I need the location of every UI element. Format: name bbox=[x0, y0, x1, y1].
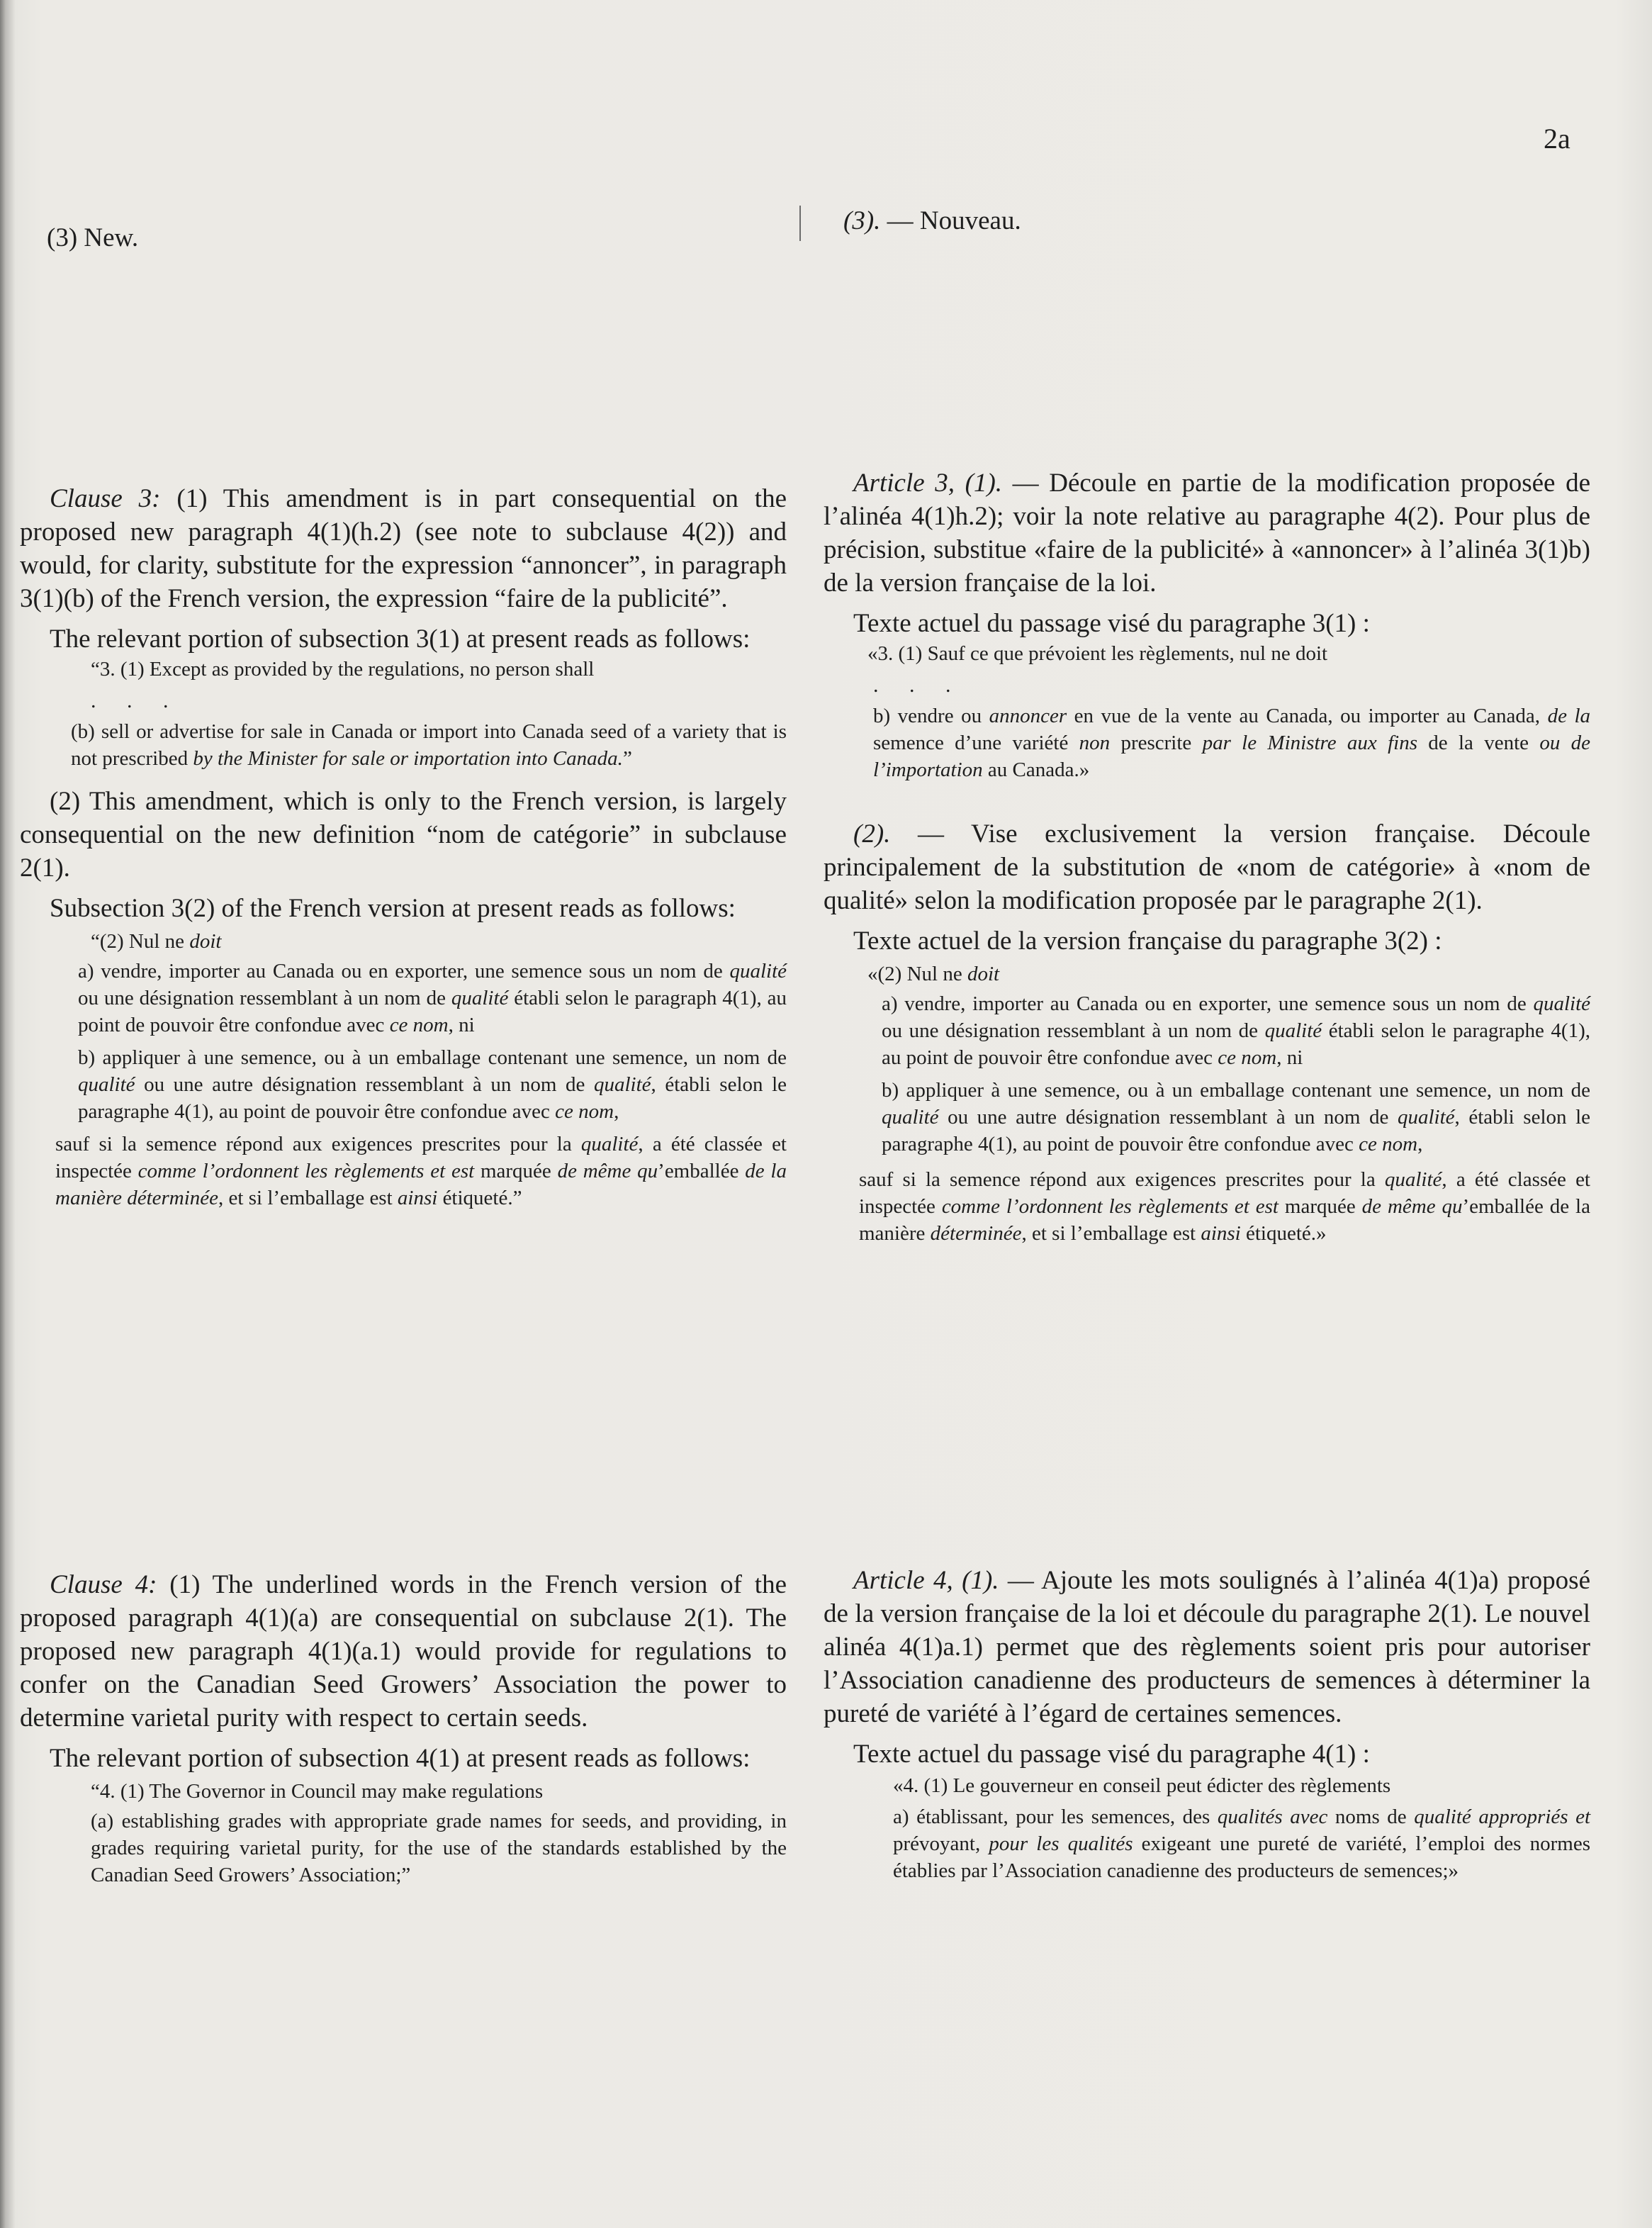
art3-para1: Article 3, (1). — Découle en partie de la modification proposée de l’alinéa 4(1)h.2); voir la note relative au paragraphe 4(2). Pour plus de précision, substitue «faire de la publicité» à «annoncer» à l’alinéa 3(1)b) de la version française de la loi. bbox=[824, 469, 1591, 598]
clause4-para2: The relevant portion of subsection 4(1) at present reads as follows: bbox=[50, 1744, 751, 1773]
clause3-quote-tail: sauf si la semence répond aux exigences prescrites pour la qualité, a été classée et inspectée comme l’ordonnent les règlements et est marquée de même qu’emballée de la manière déterminée, et si l’emballage est ainsi étiqueté.” bbox=[55, 1133, 787, 1209]
left-clause3-block bbox=[20, 482, 787, 1211]
right-art3-block bbox=[824, 466, 1590, 1247]
art3-para2: Texte actuel du passage visé du paragraphe 3(1) : bbox=[853, 609, 1370, 638]
clause3-para2: The relevant portion of subsection 3(1) at present reads as follows: bbox=[50, 625, 751, 654]
art3-quote-bb: b) appliquer à une semence, ou à un emballage contenant une semence, un nom de qualité ou une autre désignation ressemblant à un nom de qualité, établi selon le paragraphe 4(1), au point de pouvoir être confondue avec ce nom, bbox=[882, 1079, 1590, 1155]
clause3-quote-a: a) vendre, importer au Canada ou en exporter, une semence sous un nom de qualité ou une désignation ressemblant à un nom de qualité établi selon le paragraph 4(1), au point de pouvoir être confondue avec ce nom, ni bbox=[78, 960, 787, 1036]
column-divider bbox=[799, 206, 801, 241]
clause3-para3: (2) This amendment, which is only to the French version, is largely consequential on the new definition “nom de catégorie” in subclause 2(1). bbox=[20, 787, 787, 883]
left-clause4-block bbox=[20, 1568, 787, 1888]
art3-quote-b: b) vendre ou annoncer en vue de la vente au Canada, ou importer au Canada, de la semence d’une variété non prescrite par le Ministre aux fins de la vente ou de l’importation au Canada.» bbox=[873, 705, 1590, 781]
clause3-para1: Clause 3: (1) This amendment is in part consequential on the proposed new paragraph 4(1)(h.2) (see note to subclause 4(2)) and would, for clarity, substitute for the expression “annoncer”, in paragraph 3(1)(b) of the French version, the expression “faire de la publicité”. bbox=[20, 484, 787, 613]
art3-quote-a: a) vendre, importer au Canada ou en exporter, une semence sous un nom de qualité ou une désignation ressemblant à un nom de qualité établi selon le paragraphe 4(1), au point de pouvoir être confondue avec ce nom, ni bbox=[882, 992, 1590, 1069]
art3-quote3: «(2) Nul ne doit bbox=[867, 963, 1000, 985]
clause3-para4: Subsection 3(2) of the French version at present reads as follows: bbox=[50, 894, 736, 923]
clause3-quote1: “3. (1) Except as provided by the regulations, no person shall bbox=[91, 658, 595, 681]
left-new-note-block bbox=[20, 221, 787, 254]
art3-dots: . . . bbox=[873, 673, 964, 697]
art3-para3: (2). — Vise exclusivement la version française. Découle principalement de la substitution de «nom de catégorie» à «nom de qualité» selon la modification proposée par le paragraphe 2(1). bbox=[824, 819, 1590, 915]
right-new-note: (3). — Nouveau. bbox=[843, 206, 1021, 235]
left-new-note: (3) New. bbox=[47, 223, 139, 252]
art3-para4: Texte actuel de la version française du paragraphe 3(2) : bbox=[853, 927, 1442, 956]
right-art4-block bbox=[824, 1564, 1590, 1884]
art4-label: Article 4, (1). bbox=[853, 1566, 999, 1595]
clause3-quote2: (b) sell or advertise for sale in Canada or import into Canada seed of a variety that is not prescribed by the Minister for sale or importation into Canada.” bbox=[71, 720, 787, 770]
art3-quote1: «3. (1) Sauf ce que prévoient les règlements, nul ne doit bbox=[867, 642, 1328, 665]
clause4-label: Clause 4: bbox=[50, 1570, 157, 1599]
art3-label: Article 3, (1). bbox=[853, 469, 1003, 498]
clause4-para1: Clause 4: (1) The underlined words in the French version of the proposed paragraph 4(1)(a) are consequential on subclause 2(1). The proposed new paragraph 4(1)(a.1) would provide for regulations to confer on the Canadian Seed Growers’ Association the power to determine varietal purity with respect to certain seeds. bbox=[20, 1570, 787, 1732]
art3-quote-tail: sauf si la semence répond aux exigences prescrites pour la qualité, a été classée et inspectée comme l’ordonnent les règlements et est marquée de même qu’emballée de la manière déterminée, et si l’emballage est ainsi étiqueté.» bbox=[859, 1168, 1590, 1245]
art4-quote1: «4. (1) Le gouverneur en conseil peut édicter des règlements bbox=[893, 1774, 1391, 1797]
clause3-quote-b: b) appliquer à une semence, ou à un emballage contenant une semence, un nom de qualité ou une autre désignation ressemblant à un nom de qualité, établi selon le paragraphe 4(1), au point de pouvoir être confondue avec ce nom, bbox=[78, 1046, 787, 1123]
art4-para2: Texte actuel du passage visé du paragraphe 4(1) : bbox=[853, 1740, 1370, 1769]
clause4-quote1: “4. (1) The Governor in Council may make regulations bbox=[91, 1780, 544, 1803]
art4-para1: Article 4, (1). — Ajoute les mots soulignés à l’alinéa 4(1)a) proposé de la version française de la loi et découle du paragraphe 2(1). Le nouvel alinéa 4(1)a.1) permet que des règlements soient pris pour autoriser l’Association canadienne des producteurs de semences à déterminer la pureté de variété à l’égard de certaines semences. bbox=[824, 1566, 1590, 1728]
clause3-quote3: “(2) Nul ne doit bbox=[91, 930, 222, 953]
clause4-quote2: (a) establishing grades with appropriate grade names for seeds, and providing, in grades requiring varietal purity, for the use of the standards established by the Canadian Seed Growers’ Association;” bbox=[91, 1810, 787, 1886]
clause3-dots: . . . bbox=[91, 689, 181, 712]
art4-quote-a: a) établissant, pour les semences, des qualités avec noms de qualité appropriés et prévoyant, pour les qualités exigeant une pureté de variété, l’emploi des normes établies par l’Association canadienne des producteurs de semences;» bbox=[893, 1806, 1591, 1882]
clause3-label: Clause 3: bbox=[50, 484, 161, 513]
right-new-note-block bbox=[824, 204, 1590, 237]
page-number: 2a bbox=[1544, 123, 1570, 155]
